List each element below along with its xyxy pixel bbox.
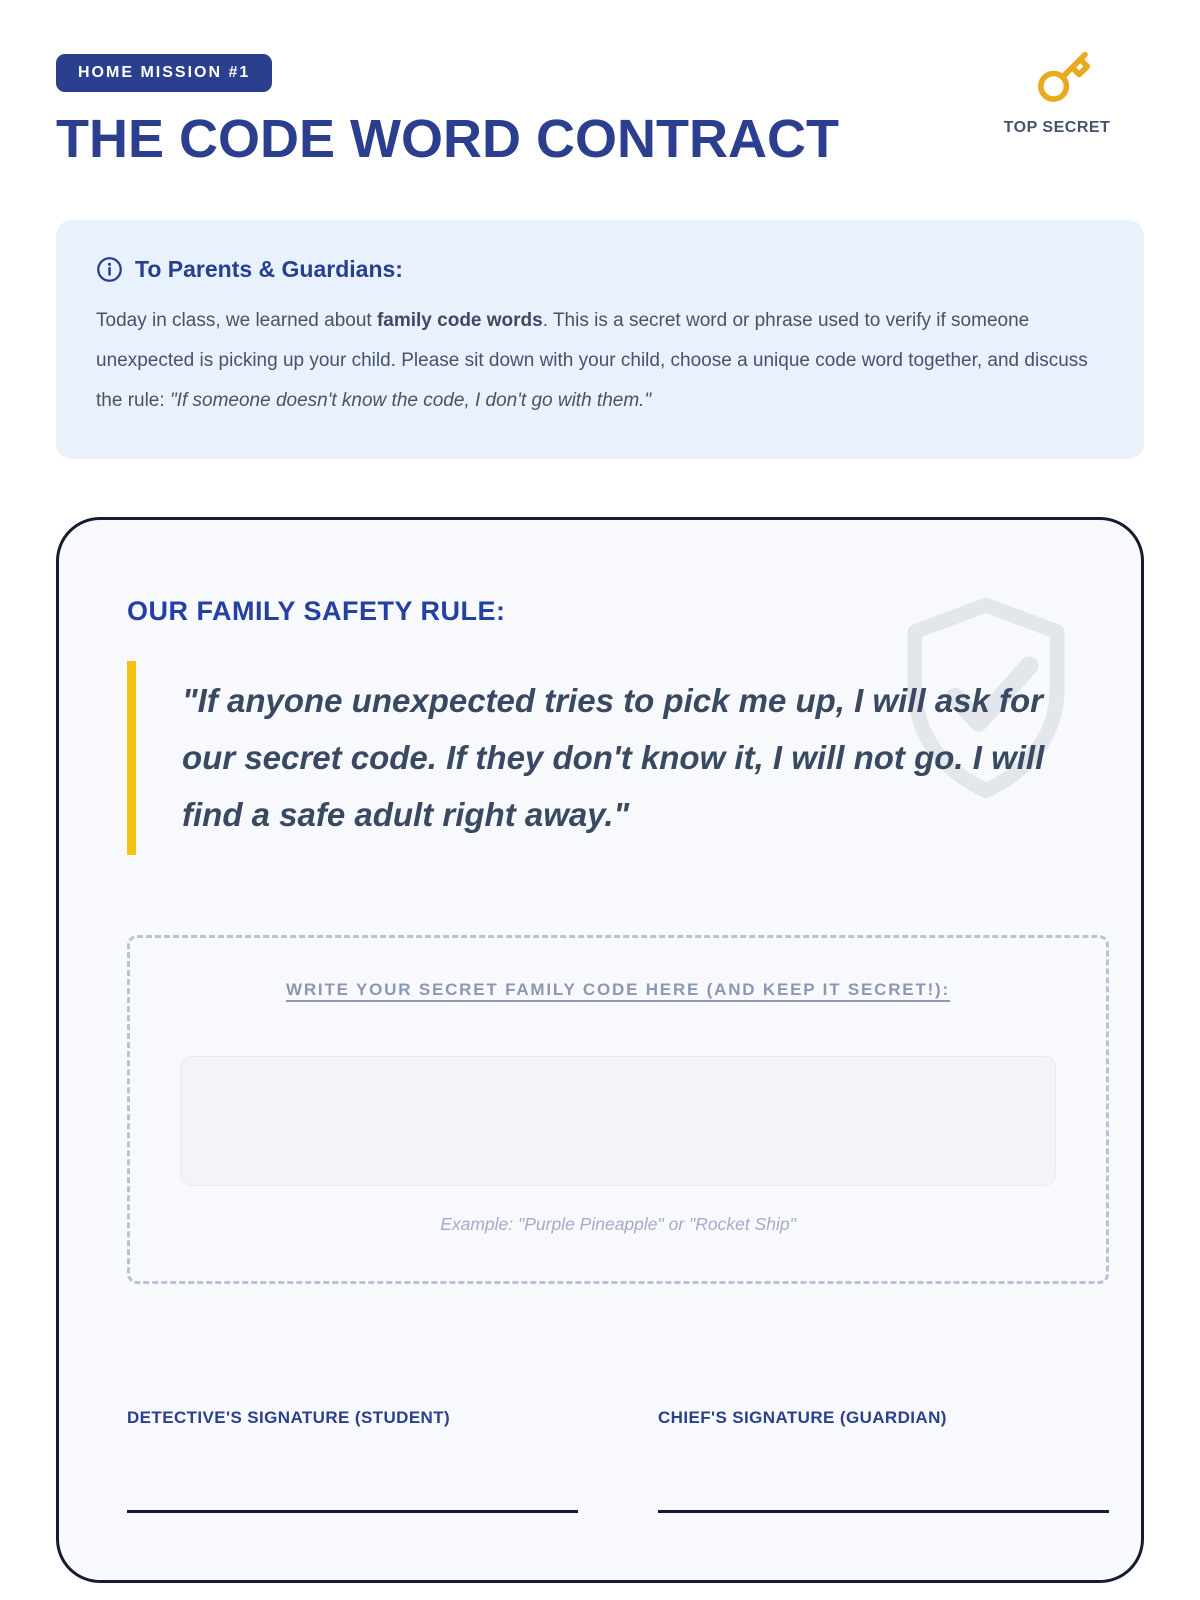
key-icon	[1036, 50, 1092, 111]
parent-notice-heading-row	[96, 256, 1104, 283]
notice-text-2: . This is a secret word or phrase used to verify if someone unexpected is picking up your child. Please sit down with your child, choose a unique code word together, and discuss the rule:	[96, 310, 1088, 411]
guardian-signature-block	[658, 1408, 1109, 1513]
contract-card	[56, 517, 1144, 1583]
parent-notice-body	[96, 301, 1104, 421]
guardian-signature-label: CHIEF'S SIGNATURE (GUARDIAN)	[658, 1408, 947, 1428]
student-signature-block	[127, 1408, 578, 1513]
family-rule-quote: "If anyone unexpected tries to pick me up, I will ask for our secret code. If they don't know it, I will not go. I will find a safe adult right away."	[127, 661, 1047, 855]
guardian-signature-line	[658, 1510, 1109, 1513]
mission-badge: HOME MISSION #1	[56, 54, 272, 92]
student-signature-line	[127, 1510, 578, 1513]
top-secret-stamp	[992, 50, 1122, 137]
signature-row	[127, 1408, 1109, 1513]
notice-text-1: Today in class, we learned about	[96, 310, 377, 331]
notice-text-bold: family code words	[376, 310, 543, 331]
notice-text-rule: "If someone doesn't know the code, I don't go with them."	[169, 390, 652, 411]
secret-code-input[interactable]	[180, 1056, 1056, 1186]
student-signature-label: DETECTIVE'S SIGNATURE (STUDENT)	[127, 1408, 451, 1428]
parent-notice-heading: To Parents & Guardians:	[135, 256, 403, 282]
top-secret-label: TOP SECRET	[1003, 119, 1111, 136]
secret-code-example: Example: "Purple Pineapple" or "Rocket Ship"	[440, 1214, 796, 1235]
page-title: THE CODE WORD CONTRACT	[56, 109, 839, 169]
family-rule-heading: OUR FAMILY SAFETY RULE:	[127, 596, 506, 626]
info-icon	[96, 256, 123, 283]
secret-code-section	[127, 935, 1109, 1284]
secret-code-label: WRITE YOUR SECRET FAMILY CODE HERE (AND KEEP IT SECRET!):	[286, 980, 950, 1000]
header	[56, 0, 1144, 170]
parent-notice	[56, 220, 1144, 459]
